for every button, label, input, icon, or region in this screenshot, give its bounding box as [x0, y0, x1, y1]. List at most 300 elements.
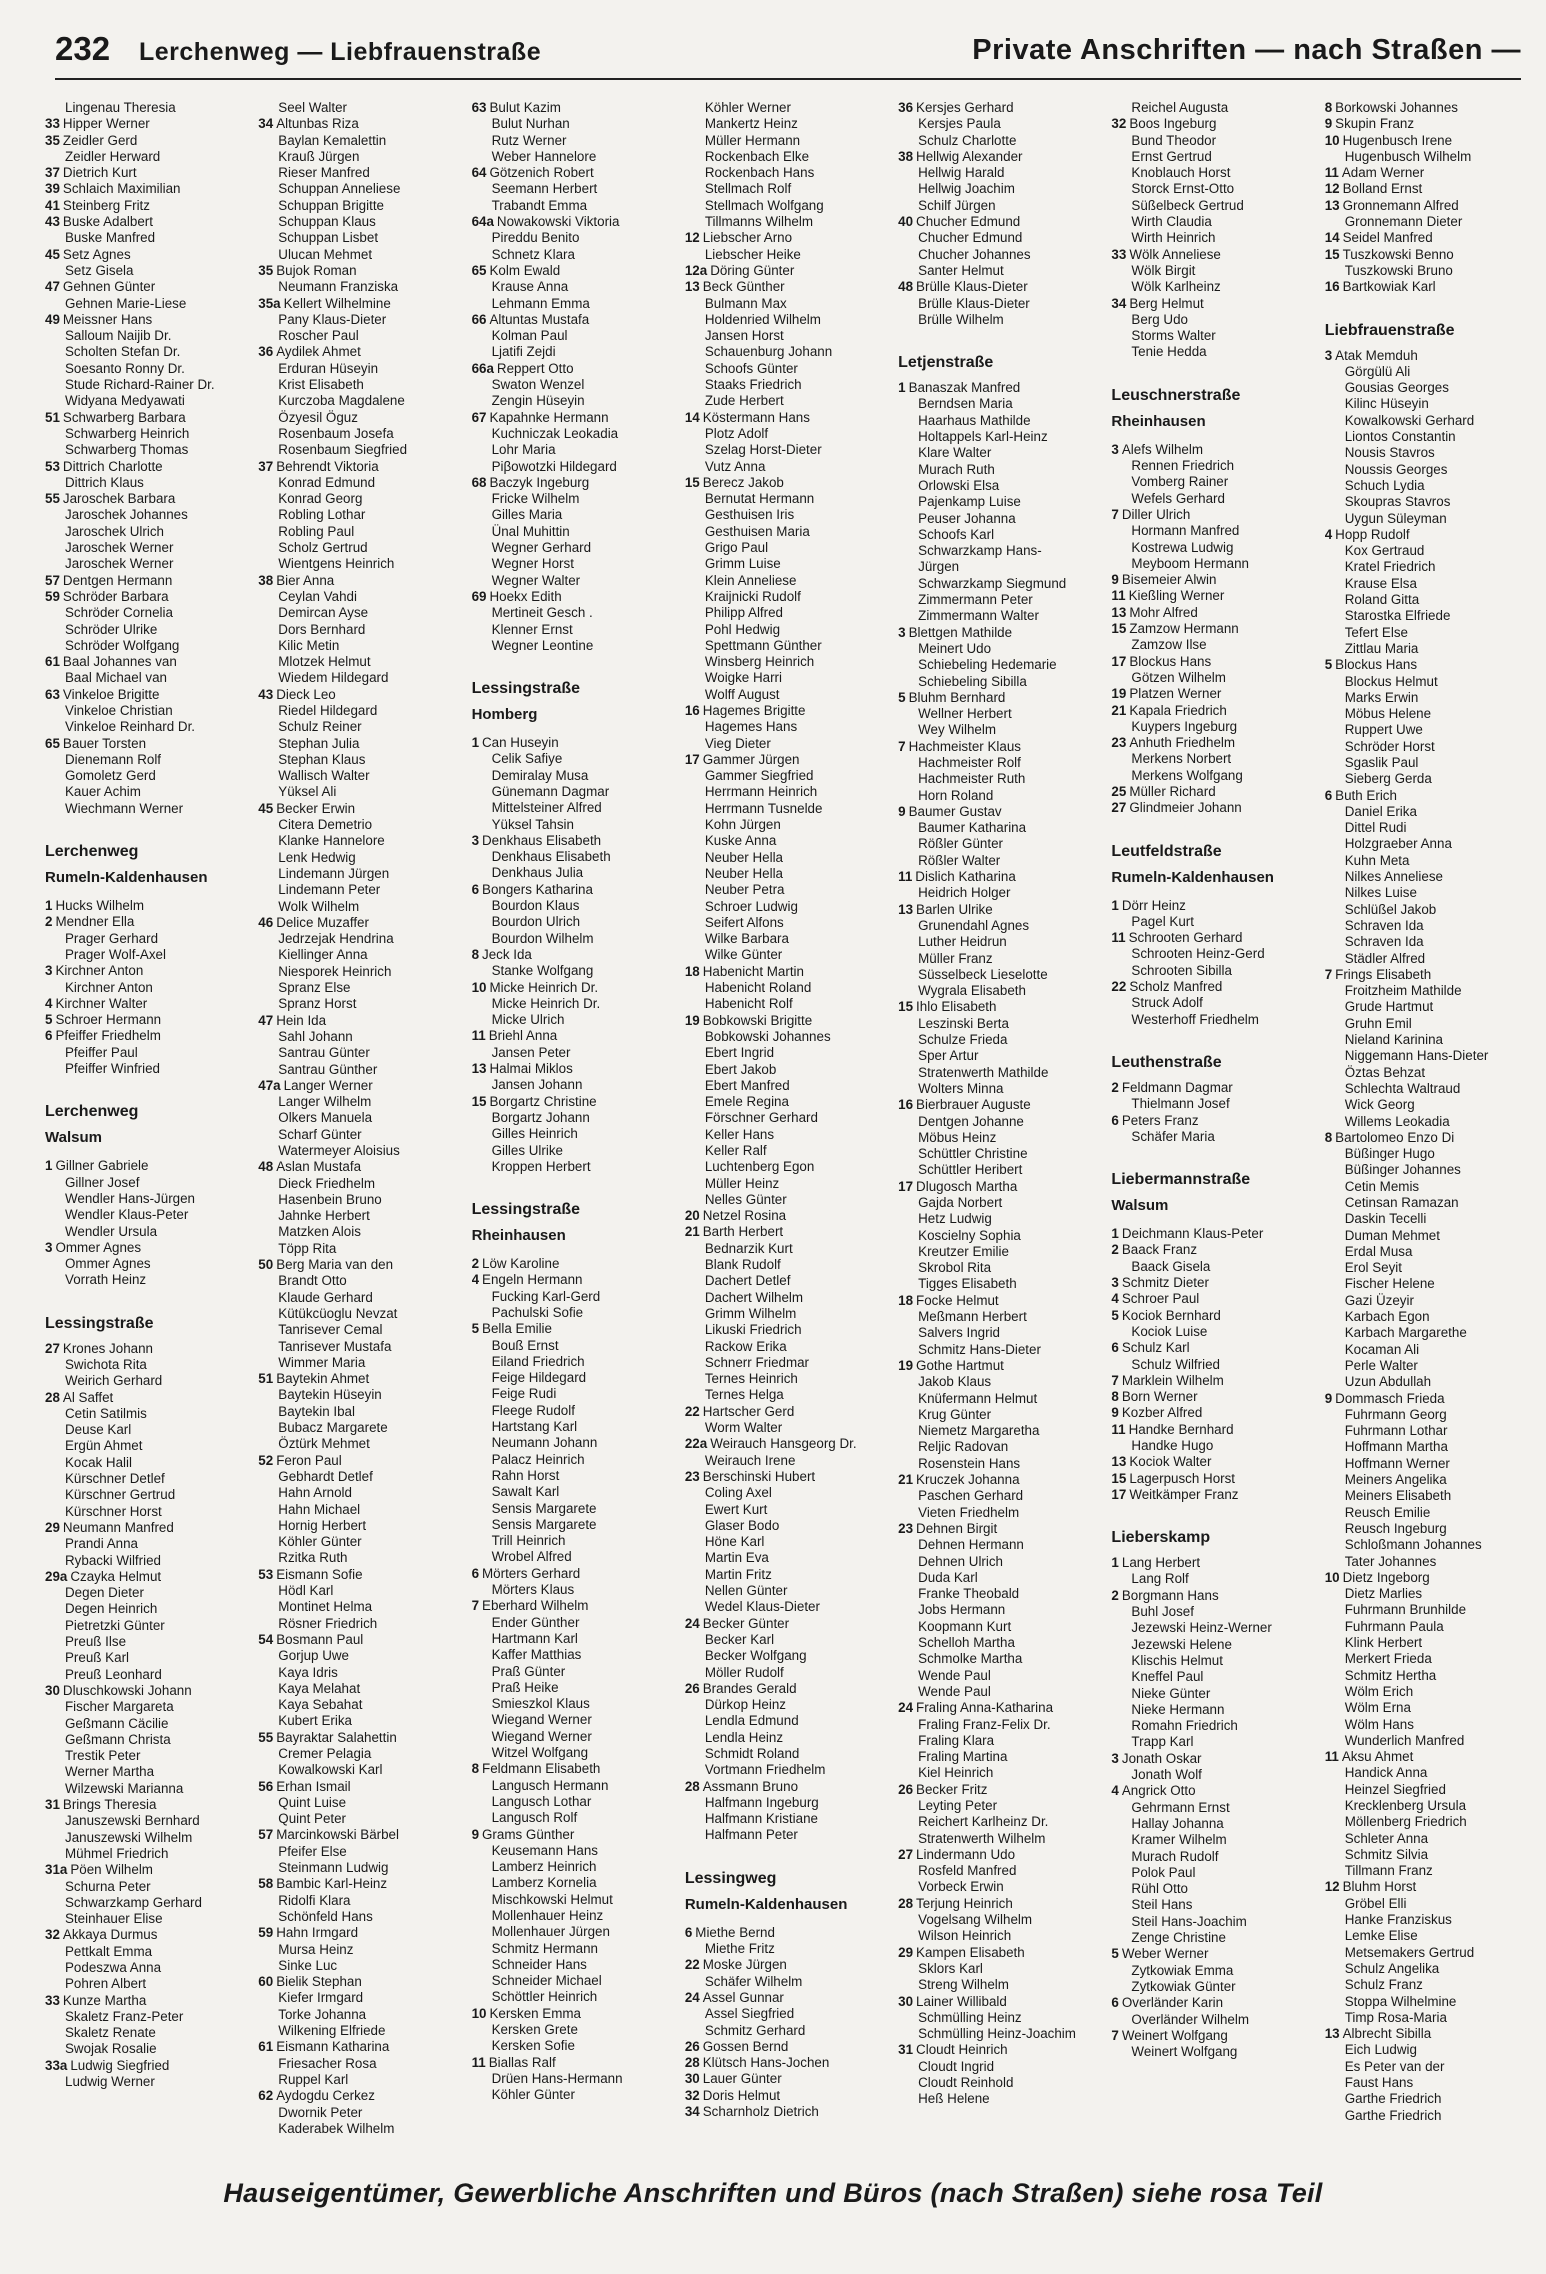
- directory-entry: [472, 1598, 677, 1614]
- directory-entry: Baylan Kemalettin: [278, 132, 387, 148]
- directory-entry: [258, 1013, 463, 1029]
- house-number: 24: [684, 1989, 700, 2005]
- directory-entry: [685, 1779, 890, 1795]
- directory-entry: Schnerr Friedmar: [704, 1354, 810, 1370]
- resident-name: Ommer Agnes: [55, 1239, 142, 1255]
- directory-entry: Dittrich Klaus: [65, 474, 144, 490]
- directory-entry: Özyesil Öguz: [278, 409, 358, 425]
- directory-entry: Rackow Erika: [704, 1338, 787, 1354]
- directory-entry: Fischer Margareta: [65, 1699, 174, 1715]
- directory-entry: Kostrewa Ludwig: [1131, 539, 1234, 555]
- directory-entry: Meiners Elisabeth: [1344, 1488, 1452, 1504]
- directory-entry: Hormann Manfred: [1131, 523, 1240, 539]
- directory-entry: Ridolfi Klara: [278, 1892, 351, 1908]
- house-number: 5: [45, 1012, 53, 1028]
- house-number: 64: [471, 165, 487, 181]
- directory-entry: [1325, 527, 1530, 543]
- directory-entry: [258, 1453, 463, 1469]
- directory-entry: Widyana Medyawati: [65, 393, 185, 409]
- resident-name: Kolm Ewald: [489, 262, 561, 278]
- directory-entry: Kocak Halil: [65, 1454, 132, 1470]
- house-number: 38: [898, 148, 914, 164]
- directory-entry: Jobs Hermann: [918, 1602, 1006, 1618]
- house-number: 62: [258, 2088, 274, 2104]
- directory-entry: Kowalkowski Karl: [278, 1762, 383, 1778]
- directory-entry: [1111, 1308, 1316, 1324]
- directory-entry: Brülle Klaus-Dieter: [918, 295, 1030, 311]
- directory-entry: Handke Hugo: [1131, 1438, 1214, 1453]
- directory-entry: Vinkeloe Reinhard Dr.: [65, 719, 196, 735]
- resident-name: Becker Fritz: [916, 1781, 988, 1797]
- directory-entry: Skrobol Rita: [918, 1260, 992, 1276]
- directory-entry: Wölk Karlheinz: [1131, 279, 1221, 295]
- resident-name: Bluhm Bernhard: [908, 689, 1006, 705]
- directory-entry: [45, 996, 250, 1012]
- directory-entry: Hagemes Hans: [704, 719, 798, 735]
- directory-entry: Dittel Rudi: [1344, 820, 1407, 836]
- directory-entry: Ternes Helga: [704, 1387, 784, 1403]
- directory-entry: Pany Klaus-Dieter: [278, 311, 387, 327]
- house-number: 17: [1111, 1486, 1127, 1502]
- house-number: 3: [1111, 441, 1119, 457]
- directory-entry: Holzgraeber Anna: [1344, 836, 1452, 852]
- resident-name: Kapala Friedrich: [1129, 702, 1227, 718]
- directory-entry: Holdenried Wilhelm: [704, 311, 821, 327]
- directory-entry: Süsselbeck Lieselotte: [918, 966, 1048, 982]
- directory-entry: Schneider Michael: [491, 1973, 602, 1989]
- directory-entry: Jansen Peter: [491, 1044, 571, 1060]
- directory-entry: Mankertz Heinz: [704, 116, 798, 132]
- directory-entry: Likuski Friedrich: [704, 1322, 802, 1338]
- directory-entry: Bednarzik Kurt: [704, 1240, 793, 1256]
- directory-entry: Smieszkol Klaus: [491, 1696, 590, 1712]
- directory-entry: Schmülling Heinz: [918, 2009, 1022, 2025]
- directory-entry: [472, 882, 677, 898]
- directory-entry: [45, 1158, 250, 1174]
- directory-entry: Kuhn Meta: [1344, 852, 1410, 868]
- directory-entry: Berndsen Maria: [918, 396, 1013, 412]
- house-number: 24: [898, 1700, 914, 1716]
- resident-name: Hartscher Gerd: [702, 1403, 795, 1419]
- directory-entry: Hornig Herbert: [278, 1517, 367, 1533]
- directory-entry: Rosenbaum Siegfried: [278, 442, 408, 458]
- directory-entry: [898, 1896, 1103, 1912]
- directory-entry: Schwarberg Heinrich: [65, 425, 190, 441]
- directory-entry: Schönfeld Hans: [278, 1908, 373, 1924]
- house-number: 21: [684, 1224, 700, 1240]
- directory-entry: Klare Walter: [918, 445, 992, 461]
- directory-entry: Dehnen Hermann: [918, 1537, 1024, 1553]
- directory-entry: Blockus Helmut: [1344, 673, 1438, 689]
- resident-name: Schwarberg Barbara: [62, 409, 186, 425]
- resident-name: Jeck Ida: [482, 946, 532, 962]
- directory-entry: [45, 133, 250, 149]
- directory-entry: [898, 999, 1103, 1015]
- house-number: 11: [471, 1028, 486, 1044]
- directory-entry: Dietz Marlies: [1344, 1586, 1423, 1602]
- resident-name: Barlen Ulrike: [916, 901, 993, 917]
- house-number: 23: [1111, 735, 1127, 751]
- house-number: 57: [258, 1827, 274, 1843]
- house-number: 28: [684, 2055, 700, 2071]
- directory-entry: Rosenstein Hans: [918, 1455, 1021, 1471]
- resident-name: Dislich Katharina: [915, 869, 1016, 885]
- directory-entry: [1325, 1130, 1530, 1146]
- directory-entry: Jaroschek Werner: [65, 556, 174, 572]
- directory-entry: [685, 2039, 890, 2055]
- directory-entry: Overländer Wilhelm: [1131, 2011, 1249, 2027]
- resident-name: Marklein Wilhelm: [1121, 1372, 1224, 1388]
- directory-entry: Ternes Heinrich: [704, 1371, 798, 1387]
- house-number: 8: [471, 946, 480, 962]
- directory-entry: Bourdon Ulrich: [491, 914, 581, 930]
- resident-name: Albrecht Sibilla: [1342, 2026, 1432, 2042]
- directory-entry: [1111, 1373, 1316, 1389]
- house-number: 5: [898, 689, 906, 705]
- resident-name: Klütsch Hans-Jochen: [702, 2055, 830, 2071]
- directory-entry: Spranz Else: [278, 980, 351, 996]
- directory-entry: Pfeiffer Paul: [65, 1044, 138, 1060]
- directory-entry: Kersken Sofie: [491, 2038, 575, 2054]
- directory-entry: Schulz Reiner: [278, 719, 362, 735]
- directory-entry: [685, 2071, 890, 2087]
- house-number: 11: [898, 869, 913, 885]
- house-number: 33: [45, 116, 60, 132]
- directory-entry: Steinhauer Elise: [65, 1911, 163, 1927]
- directory-entry: Kocaman Ali: [1344, 1341, 1420, 1357]
- directory-entry: Wölm Erna: [1344, 1700, 1411, 1716]
- resident-name: Bulut Kazim: [489, 100, 561, 115]
- directory-entry: [1325, 967, 1530, 983]
- directory-entry: [898, 690, 1103, 706]
- directory-entry: [258, 1925, 463, 1941]
- directory-entry: [685, 1957, 890, 1973]
- directory-entry: [1325, 279, 1530, 295]
- directory-entry: Meiners Angelika: [1344, 1472, 1447, 1488]
- directory-entry: [45, 573, 250, 589]
- directory-entry: Perle Walter: [1344, 1357, 1418, 1373]
- directory-entry: Demiralay Musa: [491, 767, 589, 783]
- directory-entry: Schrooten Heinz-Gerd: [1131, 946, 1265, 962]
- directory-entry: Pohren Albert: [65, 1976, 147, 1992]
- directory-entry: [258, 1827, 463, 1843]
- house-number: 7: [471, 1598, 480, 1614]
- directory-entry: Wellner Herbert: [918, 706, 1012, 722]
- directory-entry: Köhler Werner: [704, 100, 791, 115]
- directory-entry: Schmitz Silvia: [1344, 1846, 1429, 1862]
- resident-name: Müller Richard: [1129, 783, 1216, 799]
- directory-entry: Dors Bernhard: [278, 621, 366, 637]
- directory-entry: [1111, 735, 1316, 751]
- directory-entry: Schröder Cornelia: [65, 605, 173, 621]
- directory-entry: Nousis Stavros: [1344, 445, 1435, 461]
- resident-name: Terjung Heinrich: [916, 1895, 1013, 1911]
- directory-entry: Hanke Franziskus: [1344, 1912, 1452, 1928]
- house-number: 6: [684, 1924, 693, 1940]
- resident-name: Frings Elisabeth: [1335, 966, 1432, 982]
- directory-entry: Rennen Friedrich: [1131, 458, 1235, 474]
- house-number: 64a: [471, 214, 494, 230]
- directory-entry: Hahn Michael: [278, 1501, 361, 1517]
- directory-entry: Robling Paul: [278, 523, 355, 539]
- directory-entry: Fuhrmann Lothar: [1344, 1423, 1448, 1439]
- directory-entry: Tigges Elisabeth: [918, 1276, 1017, 1292]
- directory-entry: Schulz Charlotte: [918, 132, 1017, 148]
- directory-entry: Niesporek Heinrich: [278, 963, 392, 979]
- directory-entry: Vortmann Friedhelm: [704, 1762, 826, 1778]
- directory-entry: Stanke Wolfgang: [491, 963, 594, 979]
- resident-name: Gammer Jürgen: [702, 751, 800, 767]
- house-number: 22: [684, 1403, 700, 1419]
- house-number: 25: [1111, 783, 1127, 799]
- directory-entry: Praß Günter: [491, 1663, 566, 1679]
- house-number: 11: [1324, 165, 1339, 181]
- directory-entry: Schmitz Gerhard: [704, 2022, 806, 2038]
- directory-entry: [1325, 657, 1530, 673]
- resident-name: Feron Paul: [276, 1452, 342, 1468]
- directory-entry: [258, 1159, 463, 1175]
- directory-entry: [258, 1632, 463, 1648]
- directory-entry: Kneffel Paul: [1131, 1669, 1204, 1685]
- resident-name: Hagemes Brigitte: [702, 702, 806, 718]
- directory-entry: Swaton Wenzel: [491, 377, 585, 393]
- directory-entry: Pireddu Benito: [491, 230, 580, 246]
- directory-columns: [45, 100, 1530, 2160]
- directory-entry: Götzen Wilhelm: [1131, 669, 1226, 685]
- directory-entry: Hoffmann Martha: [1344, 1439, 1448, 1455]
- directory-entry: Nieland Karinina: [1344, 1032, 1443, 1048]
- directory-entry: Reusch Ingeburg: [1344, 1520, 1447, 1536]
- house-number: 12: [1324, 181, 1340, 197]
- directory-entry: Handick Anna: [1344, 1765, 1428, 1781]
- directory-entry: [1111, 1454, 1316, 1470]
- directory-entry: Garthe Friedrich: [1344, 2091, 1442, 2107]
- resident-name: Delice Muzaffer: [276, 914, 369, 930]
- directory-entry: Coling Axel: [704, 1485, 772, 1501]
- district-heading: Rheinhausen: [471, 1227, 566, 1245]
- house-number: 13: [1324, 197, 1340, 213]
- directory-entry: Brandt Otto: [278, 1273, 347, 1289]
- house-number: 36: [258, 344, 274, 360]
- resident-name: Schmitz Dieter: [1121, 1275, 1209, 1291]
- directory-entry: Demircan Ayse: [278, 605, 369, 621]
- directory-entry: Lemke Elise: [1344, 1928, 1418, 1944]
- directory-entry: Spettmann Günther: [704, 637, 822, 653]
- directory-entry: [898, 214, 1103, 230]
- directory-entry: [45, 1012, 250, 1028]
- resident-name: Scharnholz Dietrich: [702, 2104, 819, 2120]
- directory-entry: [685, 2055, 890, 2071]
- directory-entry: Habenicht Roland: [704, 980, 812, 996]
- directory-entry: Vorbeck Erwin: [918, 1879, 1004, 1895]
- resident-name: Cloudt Heinrich: [916, 2042, 1008, 2058]
- directory-entry: Hartmann Karl: [491, 1630, 578, 1646]
- house-number: 35a: [258, 295, 281, 311]
- directory-entry: Steinmann Ludwig: [278, 1860, 389, 1876]
- directory-entry: Zimmermann Walter: [918, 608, 1039, 624]
- house-number: 13: [1111, 1454, 1127, 1470]
- house-number: 7: [1111, 506, 1119, 522]
- directory-entry: Baytekin Hüseyin: [278, 1387, 382, 1403]
- directory-entry: Kütükcüoglu Nevzat: [278, 1305, 398, 1321]
- directory-entry: Kürschner Horst: [65, 1503, 162, 1519]
- directory-entry: Wiegand Werner: [491, 1712, 592, 1728]
- street-heading: Lessingstraße: [471, 680, 581, 698]
- directory-entry: Ulucan Mehmet: [278, 246, 373, 262]
- directory-entry: Uzun Abdullah: [1344, 1374, 1432, 1390]
- directory-entry: Watermeyer Aloisius: [278, 1143, 400, 1158]
- resident-name: Kampen Elisabeth: [916, 1944, 1025, 1960]
- house-number: 13: [471, 1061, 487, 1077]
- directory-entry: Seel Walter: [278, 100, 347, 115]
- directory-entry: Preuß Ilse: [65, 1634, 127, 1650]
- house-number: 19: [898, 1357, 914, 1373]
- directory-entry: [258, 296, 463, 312]
- directory-entry: [1111, 979, 1316, 995]
- resident-name: Dietrich Kurt: [62, 165, 137, 181]
- directory-entry: Kox Gertraud: [1344, 543, 1425, 559]
- resident-name: Hopp Rudolf: [1335, 526, 1410, 542]
- house-number: 11: [1111, 930, 1126, 946]
- directory-entry: [1325, 1570, 1530, 1586]
- directory-entry: Heinzel Siegfried: [1344, 1781, 1446, 1797]
- resident-name: Handke Bernhard: [1128, 1421, 1234, 1437]
- resident-name: Lindermann Udo: [916, 1846, 1016, 1862]
- directory-entry: Luther Heidrun: [918, 934, 1007, 950]
- directory-entry: Grude Hartmut: [1344, 999, 1434, 1015]
- directory-entry: Vinkeloe Christian: [65, 702, 173, 718]
- resident-name: Borkowski Johannes: [1335, 100, 1458, 115]
- directory-entry: [685, 1469, 890, 1485]
- directory-entry: Metsemakers Gertrud: [1344, 1944, 1475, 1960]
- directory-entry: [45, 2058, 250, 2074]
- house-number: 33: [45, 1992, 60, 2008]
- resident-name: Dluschkowski Johann: [62, 1682, 192, 1698]
- directory-entry: Klanke Hannelore: [278, 833, 385, 849]
- directory-entry: Kraijnicki Rudolf: [704, 588, 801, 604]
- directory-entry: [898, 1179, 1103, 1195]
- resident-name: Löw Karoline: [482, 1256, 560, 1272]
- house-number: 31: [898, 2042, 914, 2058]
- directory-entry: Tillmanns Wilhelm: [704, 214, 813, 230]
- resident-name: Peters Franz: [1121, 1112, 1199, 1128]
- resident-name: Jonath Oskar: [1121, 1750, 1202, 1766]
- resident-name: Bongers Katharina: [482, 881, 593, 897]
- directory-entry: Kreutzer Emilie: [918, 1243, 1009, 1259]
- street-heading: Lessingstraße: [45, 1314, 154, 1332]
- resident-name: Kirchner Walter: [55, 995, 148, 1011]
- directory-entry: Kaya Idris: [278, 1664, 338, 1680]
- resident-name: Vinkeloe Brigitte: [62, 686, 160, 702]
- directory-entry: [1325, 1879, 1530, 1895]
- resident-name: Kersjes Gerhard: [916, 100, 1014, 115]
- directory-entry: [898, 100, 1103, 116]
- directory-entry: Piβowotzki Hildegard: [491, 458, 617, 474]
- directory-column: [45, 100, 250, 2160]
- directory-entry: [45, 459, 250, 475]
- directory-entry: [898, 1782, 1103, 1798]
- directory-entry: Preuß Karl: [65, 1650, 129, 1666]
- directory-entry: Vieg Dieter: [704, 735, 771, 751]
- directory-entry: [898, 279, 1103, 295]
- directory-entry: Skoupras Stavros: [1344, 494, 1451, 510]
- directory-entry: [898, 380, 1103, 396]
- directory-entry: [45, 279, 250, 295]
- house-number: 26: [898, 1781, 914, 1797]
- directory-entry: Peuser Johanna: [918, 510, 1016, 526]
- directory-entry: Gammer Siegfried: [704, 768, 814, 784]
- house-number: 9: [1111, 572, 1119, 588]
- directory-entry: [685, 279, 890, 295]
- directory-entry: Neuber Petra: [704, 882, 785, 898]
- directory-entry: Gorjup Uwe: [278, 1648, 349, 1664]
- directory-entry: [685, 1436, 890, 1452]
- resident-name: Miethe Bernd: [695, 1924, 775, 1940]
- directory-entry: Langusch Lothar: [491, 1793, 592, 1809]
- directory-entry: Ergün Ahmet: [65, 1438, 143, 1454]
- directory-entry: [258, 915, 463, 931]
- house-number: 24: [684, 1615, 700, 1631]
- house-number: 69: [471, 588, 487, 604]
- directory-entry: [1111, 1555, 1316, 1571]
- resident-name: Aydilek Ahmet: [276, 344, 361, 360]
- resident-name: Bier Anna: [276, 572, 335, 588]
- page-number: 232: [55, 30, 111, 67]
- directory-entry: [685, 230, 890, 246]
- house-number: 9: [1111, 1405, 1119, 1421]
- directory-entry: [1111, 507, 1316, 523]
- house-number: 29: [45, 1519, 60, 1535]
- house-number: 59: [45, 588, 60, 604]
- directory-entry: [1111, 800, 1316, 816]
- resident-name: Alefs Wilhelm: [1121, 441, 1203, 457]
- directory-entry: [1111, 1995, 1316, 2011]
- directory-entry: Micke Heinrich Dr.: [491, 995, 601, 1011]
- directory-entry: [45, 116, 250, 132]
- directory-entry: Mertineit Gesch .: [491, 605, 593, 621]
- directory-entry: [45, 1993, 250, 2009]
- directory-entry: Borgartz Johann: [491, 1109, 590, 1125]
- directory-entry: Kaya Melahat: [278, 1680, 361, 1696]
- directory-entry: Rößler Günter: [918, 836, 1003, 852]
- district-heading: Rheinhausen: [1111, 412, 1206, 430]
- house-number: 4: [1111, 1291, 1119, 1307]
- house-number: 11: [1111, 588, 1126, 604]
- directory-entry: Hachmeister Rolf: [918, 754, 1021, 770]
- directory-entry: Kersken Grete: [491, 2022, 578, 2038]
- directory-entry: [1111, 1946, 1316, 1962]
- directory-entry: Tater Johannes: [1344, 1553, 1437, 1569]
- directory-entry: Blank Rudolf: [704, 1257, 781, 1273]
- directory-entry: Ernst Gertrud: [1131, 148, 1212, 164]
- directory-entry: Halfmann Peter: [704, 1827, 798, 1843]
- house-number: 10: [471, 2005, 487, 2021]
- resident-name: Zeidler Gerd: [62, 132, 138, 148]
- directory-entry: Wolk Wilhelm: [278, 898, 360, 914]
- house-number: 28: [898, 1895, 914, 1911]
- directory-entry: Gousias Georges: [1344, 380, 1449, 396]
- directory-entry: Büßinger Hugo: [1344, 1146, 1435, 1162]
- directory-entry: [258, 1974, 463, 1990]
- resident-name: Kunze Martha: [62, 1992, 147, 2008]
- directory-entry: Rutz Werner: [491, 132, 567, 148]
- directory-entry: Baytekin Ibal: [278, 1403, 355, 1419]
- house-number: 11: [471, 2054, 486, 2070]
- resident-name: Hoekx Edith: [489, 588, 562, 604]
- directory-entry: Weinert Wolfgang: [1131, 2044, 1238, 2060]
- street-heading: Lerchenweg: [45, 843, 139, 861]
- directory-entry: [898, 1097, 1103, 1113]
